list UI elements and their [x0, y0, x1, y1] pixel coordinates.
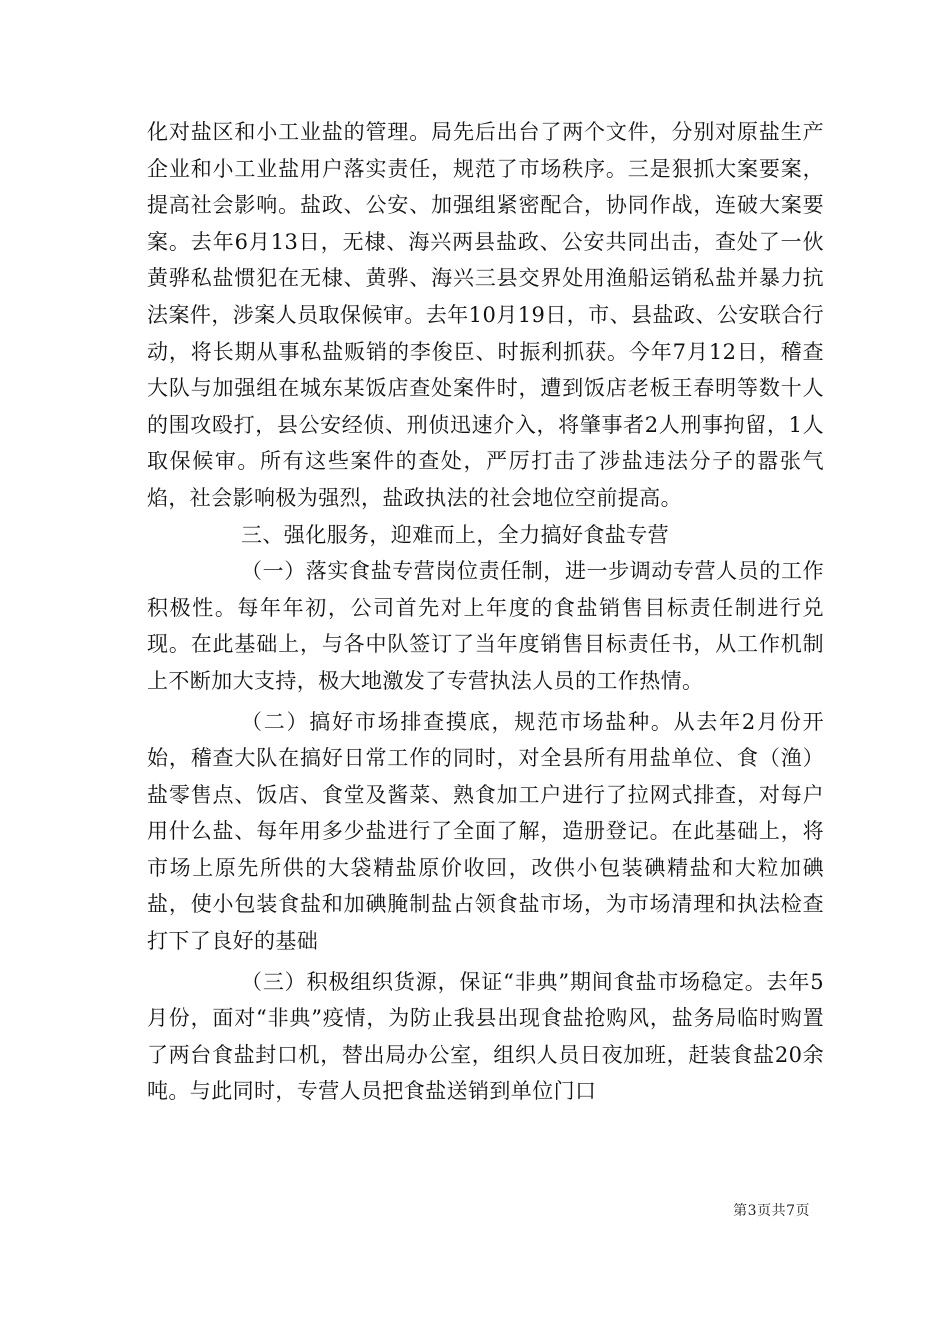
page-number-footer: 第3页共7页 — [733, 1203, 810, 1219]
document-body — [147, 114, 824, 1110]
section-heading-3: 三、强化服务，迎难而上，全力搞好食盐专营 — [241, 522, 669, 547]
paragraph-item-1: （一）落实食盐专营岗位责任制，进一步调动专营人员的工作积极性。每年年初，公司首先对上年度的食盐销售目标责任制进行兑现。在此基础上，与各中队签订了当年度销售目标责任书，从工作机制上不断加大支持，极大地激发了专营执法人员的工作热情。 — [147, 559, 824, 693]
paragraph-item-3: （三）积极组织货源，保证“非典”期间食盐市场稳定。去年5月份，面对“非典”疫情，为防止我县出现食盐抢购风，盐务局临时购置了两台食盐封口机，替出局办公室，组织人员日夜加班，赶装食盐20余吨。与此同时，专营人员把食盐送销到单位门口 — [147, 969, 824, 1104]
paragraph-case-enforcement: 化对盐区和小工业盐的管理。局先后出台了两个文件，分别对原盐生产企业和小工业盐用户落实责任，规范了市场秩序。三是狠抓大案要案，提高社会影响。盐政、公安、加强组紧密配合，协同作战，连破大案要案。去年6月13日，无棣、海兴两县盐政、公安共同出击，查处了一伙黄骅私盐惯犯在无棣、黄骅、海兴三县交界处用渔船运销私盐并暴力抗法案件，涉案人员取保候审。去年10月19日，市、县盐政、公安联合行动，将长期从事私盐贩销的李俊臣、时振利抓获。今年7月12日，稽查大队与加强组在城东某饭店查处案件时，遭到饭店老板王春明等数十人的围攻殴打，县公安经侦、刑侦迅速介入，将肇事者2人刑事拘留，1人取保候审。所有这些案件的查处，严厉打击了涉盐违法分子的嚣张气焰，社会影响极为强烈，盐政执法的社会地位空前提高。 — [147, 120, 824, 510]
paragraph-item-2: （二）搞好市场排查摸底，规范市场盐种。从去年2月份开始，稽查大队在搞好日常工作的同时，对全县所有用盐单位、食（渔）盐零售点、饭店、食堂及酱菜、熟食加工户进行了拉网式排查，对每户用什么盐、每年用多少盐进行了全面了解，造册登记。在此基础上，将市场上原先所供的大袋精盐原价收回，改供小包装碘精盐和大粒加碘盐，使小包装食盐和加碘腌制盐占领食盐市场，为市场清理和执法检查打下了良好的基础 — [147, 709, 824, 954]
